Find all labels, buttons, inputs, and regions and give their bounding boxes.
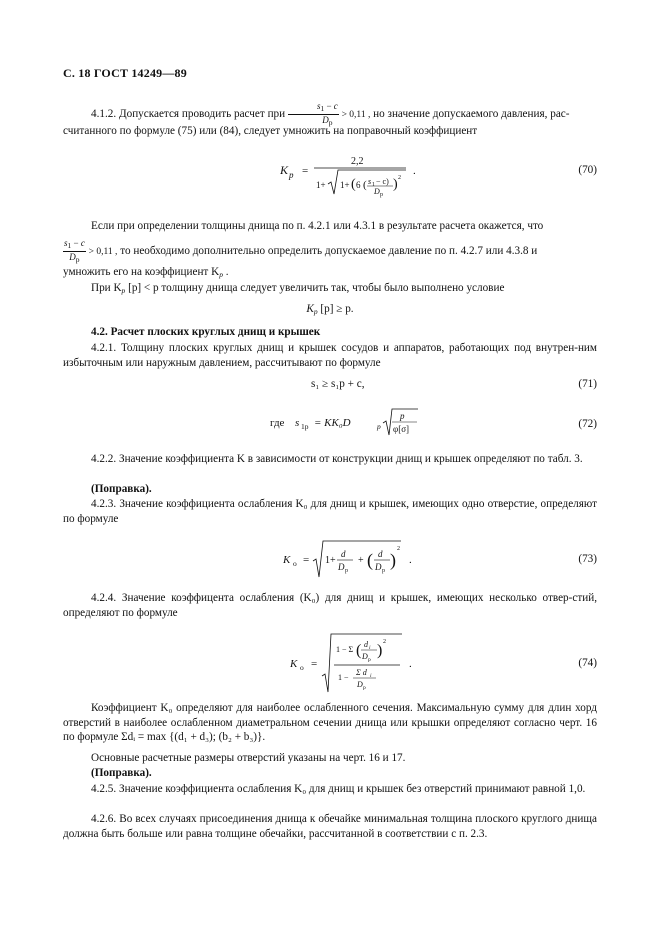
- paragraph-4-2-6: 4.2.6. Во всех случаях присоединения днища к обечайке минимальная толщина плоского круглого днища должна быть больше или равна толщине обечайки, рассчитанной в соответствии с п. 2.3.: [63, 813, 597, 840]
- correction-2: (Поправка).: [91, 767, 152, 779]
- eq74-lhs: K: [290, 658, 298, 670]
- eq74-top: 1 − Σ: [336, 645, 354, 654]
- svg-text:d: d: [364, 640, 368, 649]
- paragraph-4-2-5: 4.2.5. Значение коэффициента ослабления K₀ для днищ и крышек без отверстий принимают равной 1,0.: [91, 783, 586, 795]
- svg-text:.: .: [409, 658, 412, 670]
- eq73-d1: d: [341, 549, 346, 559]
- svg-text:(: (: [363, 179, 367, 191]
- svg-text:2: 2: [383, 639, 386, 645]
- p-if2-cond: > 0,11 ,: [88, 247, 118, 258]
- svg-text:=: =: [311, 658, 318, 670]
- eq71-number: (71): [578, 378, 597, 390]
- svg-text:D: D: [338, 562, 345, 572]
- page-header: С. 18 ГОСТ 14249—89: [63, 66, 187, 80]
- eq74-sum-d: Σ d: [356, 668, 367, 677]
- svg-text:): ): [377, 642, 383, 659]
- eq73-lhs: K: [283, 554, 291, 566]
- eq74-bottom: 1 −: [338, 673, 349, 682]
- paragraph-4-2-2: 4.2.2. Значение коэффициента K в зависимости от конструкции днищ и крышек определяют по табл. 3.: [91, 453, 583, 465]
- eq72-p: p: [400, 411, 405, 421]
- cond-rest: [p] ≥ p.: [320, 303, 354, 315]
- svg-text:2: 2: [397, 546, 400, 552]
- svg-text:D: D: [362, 652, 368, 661]
- formula-70: [280, 150, 440, 198]
- svg-text:(: (: [367, 550, 373, 570]
- svg-text:.: .: [413, 165, 416, 177]
- svg-text:р: р: [368, 657, 371, 663]
- svg-text:(: (: [351, 177, 356, 192]
- eq70-lhs: K: [280, 163, 289, 177]
- eq73-number: (73): [578, 553, 597, 565]
- paragraph-basic-dims: Основные расчетные размеры отверстий указаны на черт. 16 и 17.: [91, 752, 406, 764]
- svg-text:2: 2: [398, 175, 401, 181]
- paragraph-if-3: умножить его на коэффициент $K_p$ .: [63, 266, 229, 279]
- svg-text:): ): [393, 177, 398, 192]
- eq74-lhs-sub: о: [300, 663, 304, 672]
- eq70-one: 1+: [316, 180, 326, 190]
- eq72-number: (72): [578, 418, 597, 430]
- p412-cond: > 0,11 ,: [341, 110, 371, 121]
- eq70-numerator: 2,2: [351, 156, 364, 167]
- eq70-lhs-sub: p: [289, 170, 294, 180]
- svg-text:s: s: [368, 177, 372, 186]
- svg-text:р: р: [345, 568, 348, 574]
- svg-text:=: =: [303, 554, 310, 566]
- formula-74: [290, 630, 430, 696]
- paragraph-4-2-4: 4.2.4. Значение коэффицента ослабления (K₀) для днищ и крышек, имеющих несколько отвер-стий, определяют по формуле: [63, 592, 597, 619]
- eq72-den: φ[σ]: [393, 424, 410, 434]
- svg-text:− c): − c): [376, 177, 389, 186]
- svg-text:1: 1: [372, 182, 375, 188]
- svg-text:р: р: [363, 685, 366, 691]
- eq73-plus: +: [358, 555, 364, 566]
- p412-text-b: но значение допускаемого давления, рас-: [373, 108, 570, 121]
- cond-k: K: [306, 303, 314, 315]
- heading-4-2: 4.2. Расчет плоских круглых днищ и крышек: [91, 326, 321, 338]
- eq73-one: 1+: [325, 555, 336, 566]
- paragraph-when: При $K_p$ [p] < p толщину днища следует увеличить так, чтобы было выполнено условие: [91, 282, 505, 295]
- eq70-one-inner: 1+: [340, 180, 350, 190]
- paragraph-coefficient: Коэффициент K₀ определяют для наиболее ослабленного сечения. Максимальную сумму для длин хорд отверстий в наиболее ослабленном диаметральном сечении днища или крышки определяют согласно черт. 16 по формуле Σdᵢ = max {(d₁ + d₃); (b₂ + b₃)}.: [63, 702, 597, 744]
- p-when-text-b: [p] < p толщину днища следует увеличить так, чтобы было выполнено условие: [128, 282, 505, 294]
- eq70-equals: =: [302, 165, 309, 177]
- p-if3-text: умножить его на коэффициент K: [63, 266, 220, 278]
- svg-text:.: .: [409, 554, 412, 566]
- paragraph-if-2: [63, 238, 597, 265]
- formula-72: [270, 405, 420, 441]
- paragraph-4-2-1: 4.2.1. Толщину плоских круглых днищ и крышек сосудов и аппаратов, работающих под внутрен-ним избыточным или наружным давлением, рассчитывают по формуле: [63, 342, 597, 369]
- svg-text:(: (: [356, 642, 362, 659]
- paragraph-if-1: Если при определении толщины днища по п. 4.2.1 или 4.3.1 в результате расчета окажется, что: [91, 220, 544, 232]
- eq72-where: где: [270, 417, 285, 429]
- condition-line: $K_p$ [p] ≥ p.: [306, 303, 354, 316]
- eq72-s: s: [295, 417, 300, 429]
- svg-text:): ): [390, 550, 396, 570]
- correction-1: (Поправка).: [91, 483, 152, 495]
- eq73-d2: d: [378, 549, 383, 559]
- svg-text:D: D: [357, 680, 363, 689]
- p-when-text: При K: [91, 282, 122, 294]
- svg-text:р: р: [380, 192, 383, 198]
- formula-73: [283, 537, 423, 581]
- paragraph-4-2-3: 4.2.3. Значение коэффициента ослабления K₀ для днищ и крышек, имеющих одно отверстие, определяют по формуле: [63, 498, 597, 525]
- p412-text-a: 4.1.2. Допускается проводить расчет при: [91, 108, 286, 121]
- eq72-sub: 1р: [301, 422, 309, 431]
- svg-text:р: р: [382, 568, 385, 574]
- eq72-rhs: = KK₀D: [314, 417, 351, 429]
- formula-71: s₁ ≥ s₁р + c,: [311, 378, 365, 390]
- eq74-number: (74): [578, 657, 597, 669]
- p412-line2: считанного по формуле (75) или (84), следует умножить на поправочный коэффициент: [63, 125, 478, 137]
- svg-text:i: i: [369, 645, 371, 651]
- ratio-fraction: $\frac{s_1 - c}{D_р}$: [288, 101, 339, 128]
- svg-text:D: D: [375, 562, 382, 572]
- svg-text:D: D: [374, 187, 380, 196]
- p-if2-text: то необходимо дополнительно определить допускаемое давление по п. 4.2.7 или 4.3.8 и: [120, 245, 538, 258]
- eq73-lhs-sub: о: [293, 559, 297, 568]
- svg-text:p: p: [377, 422, 381, 431]
- ratio-fraction-2: $\frac{s_1 - c}{D_р}$: [64, 238, 85, 264]
- eq70-six: 6: [356, 180, 361, 190]
- eq70-number: (70): [578, 164, 597, 176]
- svg-text:i: i: [370, 673, 372, 679]
